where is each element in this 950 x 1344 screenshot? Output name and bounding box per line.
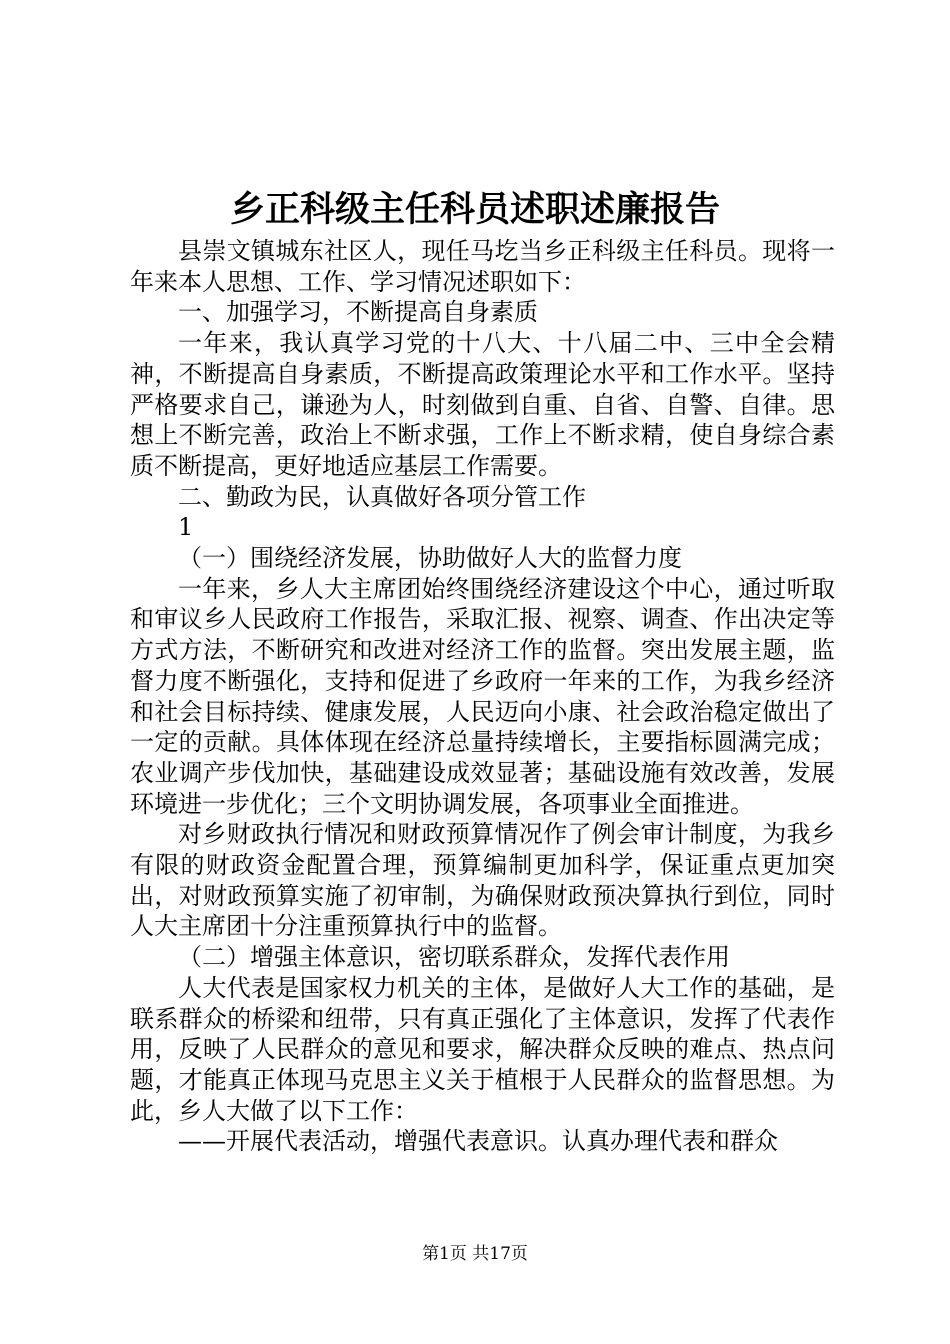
document-title: 乡正科级主任科员述职述廉报告 [229,189,720,230]
subsection-heading-2: （二）增强主体意识，密切联系群众，发挥代表作用 [178,943,730,972]
paragraph-study: 一年来，我认真学习党的十八大、十八届二中、三中全会精神，不断提高自身素质，不断提高政策理论水平和工作水平。坚持严格要求自己，谦逊为人，时刻做到自重、自省、自警、自律。思想上不断完善，政治上不断求强，工作上不断求精，使自身综合素质不断提高，更好地适应基层工作需要。 [130,329,835,480]
intro-paragraph: 县崇文镇城东社区人，现任马圪当乡正科级主任科员。现将一年来本人思想、工作、学习情况述职如下： [130,237,835,296]
page-marker-number: 1 [178,513,194,542]
page-footer: 第1页 共17页 [422,1244,528,1264]
paragraph-finance: 对乡财政执行情况和财政预算情况作了例会审计制度，为我乡有限的财政资金配置合理，预算编制更加科学，保证重点更加突出，对财政预算实施了初审制，为确保财政预决算执行到位，同时人大主席团十分注重预算执行中的监督。 [130,820,835,941]
paragraph-economy: 一年来，乡人大主席团始终围绕经济建设这个中心，通过听取和审议乡人民政府工作报告，采取汇报、视察、调查、作出决定等方式方法，不断研究和改进对经济工作的监督。突出发展主题，监督力度不断强化，支持和促进了乡政府一年来的工作，为我乡经济和社会目标持续、健康发展，人民迈向小康、社会政治稳定做出了一定的贡献。具体体现在经济总量持续增长，主要指标圆满完成；农业调产步伐加快，基础建设成效显著；基础设施有效改善，发展环境进一步优化；三个文明协调发展，各项事业全面推进。 [130,574,835,818]
document-body [130,236,835,1157]
section-heading-1: 一、加强学习，不断提高自身素质 [178,298,538,327]
paragraph-activities: ——开展代表活动，增强代表意识。认真办理代表和群众 [178,1127,778,1156]
subsection-heading-1: （一）围绕经济发展，协助做好人大的监督力度 [178,544,682,573]
paragraph-representatives: 人大代表是国家权力机关的主体，是做好人大工作的基础，是联系群众的桥梁和纽带，只有真正强化了主体意识，发挥了代表作用，反映了人民群众的意见和要求，解决群众反映的难点、热点问题，才能真正体现马克思主义关于植根于人民群众的监督思想。为此，乡人大做了以下工作： [130,973,835,1125]
section-heading-2: 二、勤政为民，认真做好各项分管工作 [178,482,586,511]
